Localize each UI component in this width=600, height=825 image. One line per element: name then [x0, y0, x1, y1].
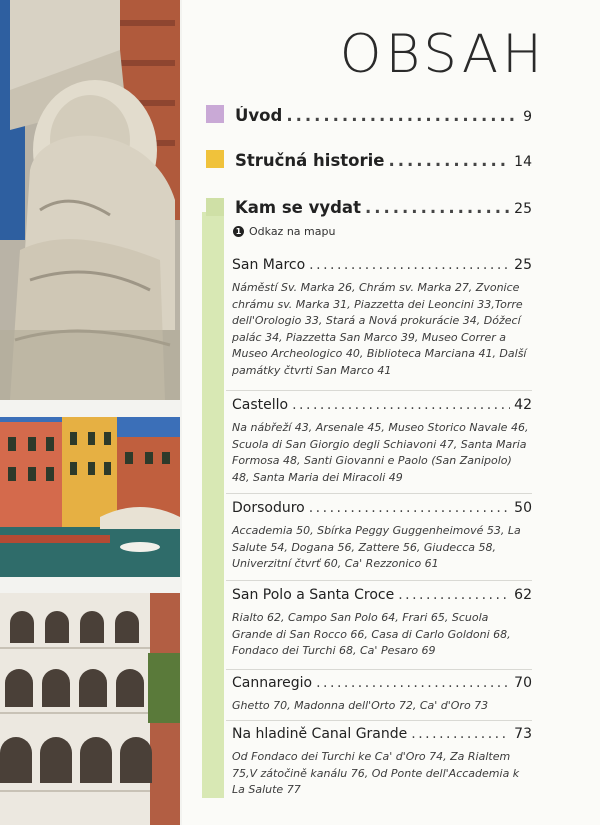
leader-dots [398, 587, 510, 603]
toc-entry-label: Stručná historie [235, 151, 385, 170]
section-divider [226, 669, 532, 670]
toc-entry-label: Kam se vydat [235, 198, 361, 217]
section-label: San Marco [232, 257, 306, 273]
section-label: San Polo a Santa Croce [232, 587, 395, 603]
legend-text: Odkaz na mapu [249, 225, 336, 238]
leader-dots [365, 198, 510, 217]
toc-entry-page: 14 [514, 154, 532, 170]
spiral-staircase-photo [0, 593, 180, 825]
section-page: 73 [514, 726, 532, 742]
kam-se-vydat-bar [202, 212, 224, 798]
section-description: Náměstí Sv. Marka 26, Chrám sv. Marka 27, Zvonice chrámu sv. Marka 31, Piazzetta dei Leoncini 33,Torre dell'Orologio 33, Stará a Nová prokurácie 34, Dóžecí palác 34, Piazzetta San Marco 39, Museo Correr a Museo Archeologico 40, Biblioteca Marciana 41, Další památky čtvrti San Marco 41 [232, 281, 527, 377]
kam-color-marker [206, 198, 224, 216]
toc-section-san-marco[interactable] [232, 257, 532, 273]
section-page: 62 [514, 587, 532, 603]
uvod-color-marker [206, 105, 224, 123]
leader-dots [309, 500, 510, 516]
section-description: Ghetto 70, Madonna dell'Orto 72, Ca' d'Oro 73 [232, 699, 489, 712]
section-description: Rialto 62, Campo San Polo 64, Frari 65, Scuola Grande di San Rocco 66, Casa di Carlo Goldoni 68, Fondaco dei Turchi 68, Ca' Pesaro 69 [232, 611, 511, 658]
section-divider [226, 493, 532, 494]
toc-section-cannaregio[interactable] [232, 675, 532, 691]
section-page: 70 [514, 675, 532, 691]
leader-dots [389, 151, 511, 170]
leader-dots [316, 675, 510, 691]
toc-section-dorsoduro[interactable] [232, 500, 532, 516]
map-reference-legend [233, 225, 335, 238]
section-page: 42 [514, 397, 532, 413]
canal-buildings-photo [0, 417, 180, 577]
section-divider [226, 720, 532, 721]
page-title: OBSAH [339, 24, 546, 85]
section-page: 50 [514, 500, 532, 516]
toc-entry-historie[interactable] [235, 151, 532, 170]
toc-entry-page: 25 [514, 201, 532, 217]
toc-section-canal-grande[interactable] [232, 726, 532, 742]
toc-section-castello[interactable] [232, 397, 532, 413]
toc-entry-label: Úvod [235, 106, 283, 125]
leader-dots [411, 726, 510, 742]
leader-dots [292, 397, 510, 413]
toc-entry-kam-se-vydat[interactable] [235, 198, 532, 217]
photo-strip [0, 0, 182, 825]
toc-entry-uvod[interactable] [235, 106, 532, 125]
toc-section-san-polo[interactable] [232, 587, 532, 603]
section-divider [226, 580, 532, 581]
section-page: 25 [514, 257, 532, 273]
lion-statue-photo [0, 0, 180, 400]
leader-dots [286, 106, 519, 125]
leader-dots [309, 257, 510, 273]
section-description: Accademia 50, Sbírka Peggy Guggenheimové 53, La Salute 54, Dogana 56, Zattere 56, Giudecca 58, Univerzitní čtvrť 60, Ca' Rezzonico 61 [232, 524, 521, 571]
section-divider [226, 390, 532, 391]
map-number-icon: 1 [233, 226, 244, 237]
section-label: Cannaregio [232, 675, 313, 691]
section-description: Od Fondaco dei Turchi ke Ca' d'Oro 74, Za Rialtem 75,V zátočině kanálu 76, Od Ponte dell'Accademia k La Salute 77 [232, 750, 520, 797]
section-label: Na hladině Canal Grande [232, 726, 408, 742]
historie-color-marker [206, 150, 224, 168]
section-label: Dorsoduro [232, 500, 305, 516]
section-label: Castello [232, 397, 289, 413]
toc-entry-page: 9 [523, 109, 532, 125]
section-description: Na nábřeží 43, Arsenale 45, Museo Storico Navale 46, Scuola di San Giorgio degli Schiavoni 47, Santa Maria Formosa 48, Santi Giovanni e Paolo (San Zanipolo) 48, Santa Maria dei Miracoli 49 [232, 421, 529, 484]
